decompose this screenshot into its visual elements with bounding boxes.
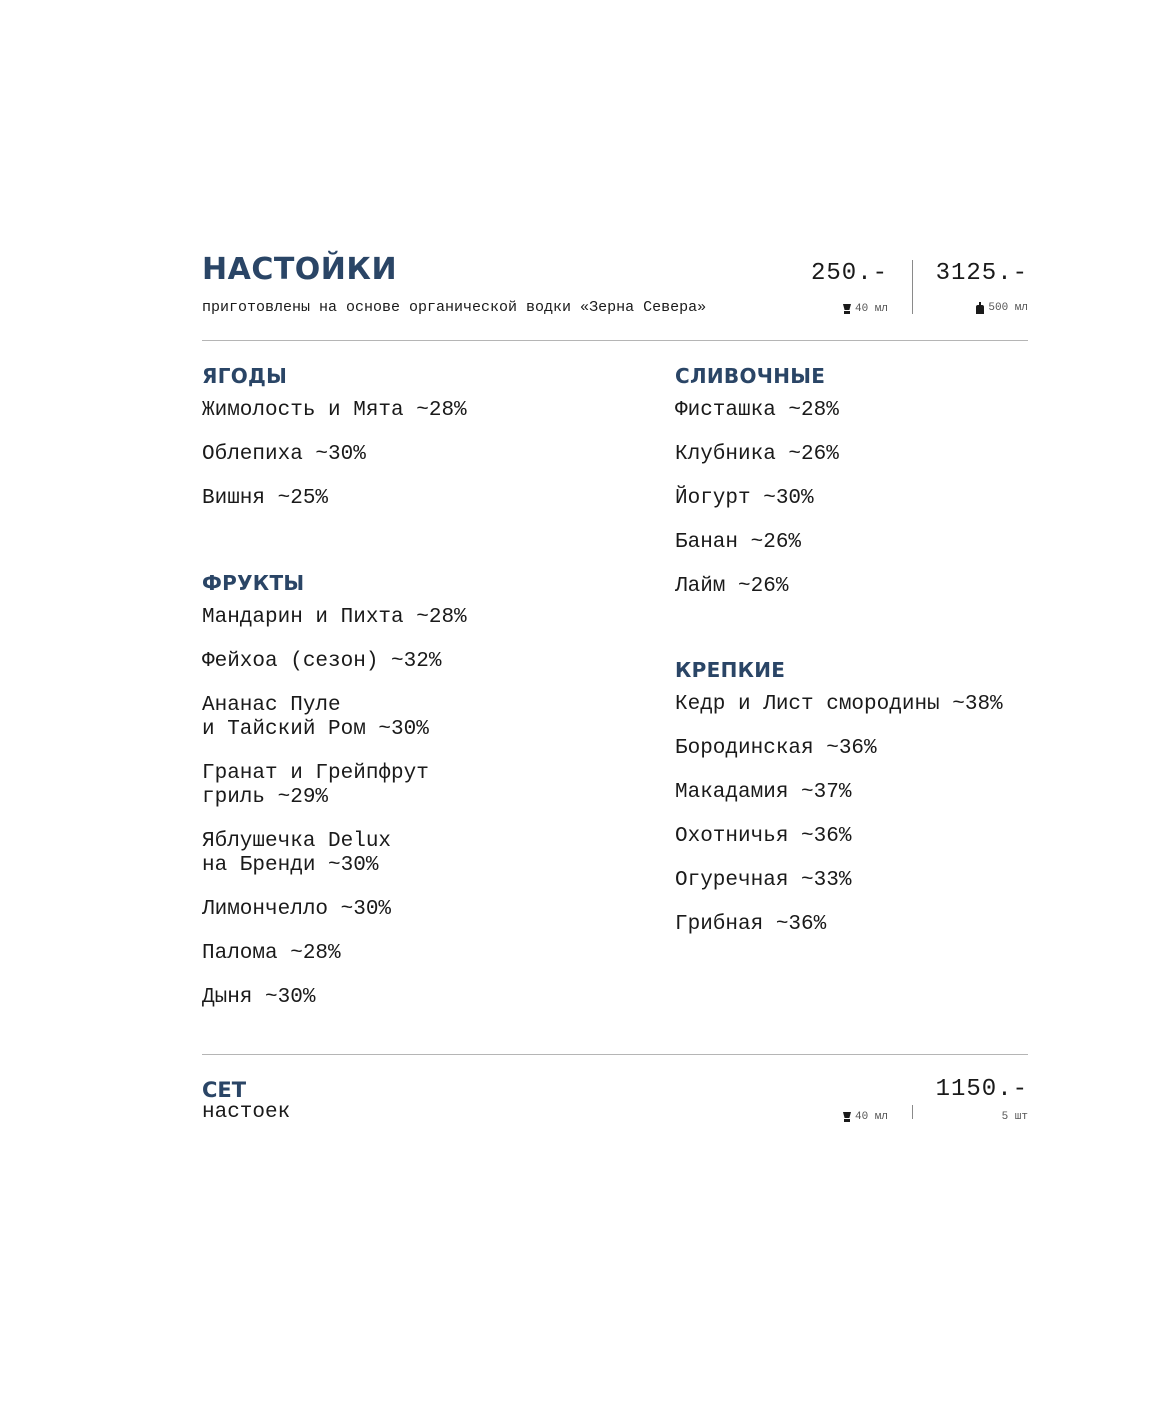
- set-volume-label: 40 мл: [854, 1111, 888, 1123]
- list-item: Вишня ~25%: [202, 487, 329, 510]
- item-list: [675, 399, 1028, 599]
- list-item: Йогурт ~30%: [675, 487, 814, 510]
- list-item: Облепиха ~30%: [202, 443, 366, 466]
- list-item: Палома ~28%: [202, 942, 341, 965]
- list-item: Гранат и Грейпфрут гриль ~29%: [202, 762, 429, 809]
- list-item: Охотничья ~36%: [675, 825, 852, 848]
- set-subtitle: настоек: [202, 1101, 291, 1124]
- volume-bottle: [908, 301, 1028, 315]
- category-fruits: [202, 570, 662, 1010]
- set-volume: [768, 1110, 888, 1124]
- price-bottle: 3125.-: [935, 260, 1028, 287]
- shot-glass-icon: [843, 304, 851, 314]
- page-subtitle: приготовлены на основе органической водки «Зерна Севера»: [202, 299, 707, 316]
- category-title: ФРУКТЫ: [202, 571, 305, 595]
- list-item: Макадамия ~37%: [675, 781, 852, 804]
- category-title: ЯГОДЫ: [202, 364, 288, 388]
- category-strong: [675, 657, 1028, 937]
- list-item: Жимолость и Мята ~28%: [202, 399, 467, 422]
- item-list: [202, 399, 662, 511]
- list-item: Фисташка ~28%: [675, 399, 839, 422]
- item-list: [675, 693, 1028, 937]
- price-shot: 250.-: [810, 260, 888, 287]
- volume-shot-label: 40 мл: [854, 303, 888, 315]
- list-item: Лайм ~26%: [675, 575, 789, 598]
- page-title: НАСТОЙКИ: [202, 252, 398, 287]
- divider-bottom: [202, 1054, 1028, 1055]
- shot-glass-icon: [843, 1112, 851, 1122]
- list-item: Фейхоа (сезон) ~32%: [202, 650, 442, 673]
- set-price: 1150.-: [935, 1076, 1028, 1103]
- list-item: Клубника ~26%: [675, 443, 839, 466]
- list-item: Огуречная ~33%: [675, 869, 852, 892]
- left-column: [202, 363, 662, 1030]
- volume-bottle-label: 500 мл: [988, 302, 1028, 314]
- list-item: Дыня ~30%: [202, 986, 316, 1009]
- item-list: [202, 606, 662, 1010]
- set-title: СЕТ: [202, 1078, 247, 1102]
- right-column: [675, 363, 1028, 957]
- bottle-icon: [976, 302, 984, 314]
- list-item: Кедр и Лист смородины ~38%: [675, 693, 1003, 716]
- volume-shot: [768, 302, 888, 316]
- menu-page: [202, 0, 1028, 1418]
- category-creamy: [675, 363, 1028, 599]
- category-berries: [202, 363, 662, 511]
- list-item: Грибная ~36%: [675, 913, 827, 936]
- list-item: Яблушечка Delux на Бренди ~30%: [202, 830, 392, 877]
- list-item: Бородинская ~36%: [675, 737, 877, 760]
- list-item: Лимончелло ~30%: [202, 898, 392, 921]
- set-count: 5 шт: [1001, 1111, 1028, 1123]
- list-item: Банан ~26%: [675, 531, 802, 554]
- category-title: СЛИВОЧНЫЕ: [675, 364, 826, 388]
- category-title: КРЕПКИЕ: [675, 658, 786, 682]
- list-item: Ананас Пуле и Тайский Ром ~30%: [202, 694, 429, 741]
- list-item: Мандарин и Пихта ~28%: [202, 606, 467, 629]
- divider-top: [202, 340, 1028, 341]
